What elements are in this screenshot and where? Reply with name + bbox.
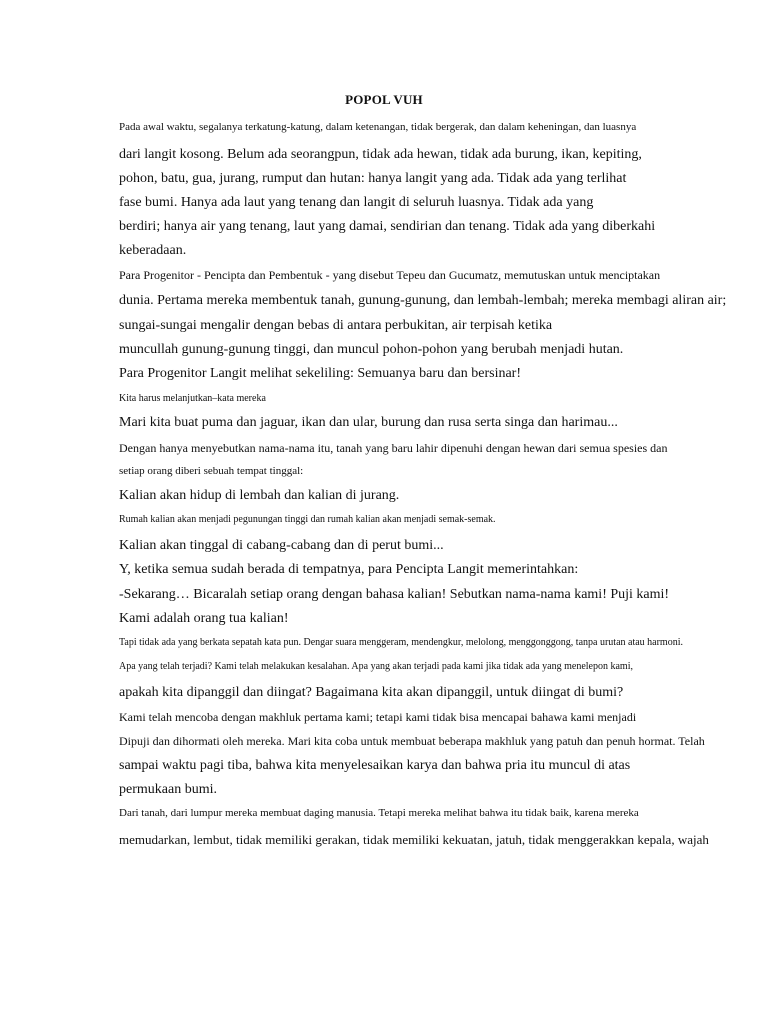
text-line: setiap orang diberi sebuah tempat tinggal:: [119, 465, 304, 477]
text-line: Kalian akan tinggal di cabang-cabang dan di perut bumi...: [119, 538, 444, 553]
text-line: apakah kita dipanggil dan diingat? Bagaimana kita akan dipanggil, untuk diingat di bumi?: [119, 685, 624, 700]
text-line: Kalian akan hidup di lembah dan kalian di jurang.: [119, 488, 400, 503]
text-line: sampai waktu pagi tiba, bahwa kita menyelesaikan karya dan bahwa pria itu muncul di atas: [119, 758, 631, 773]
text-line: Tapi tidak ada yang berkata sepatah kata pun. Dengar suara menggeram, mendengkur, melolong, menggonggong, tanpa urutan atau harmoni.: [119, 637, 683, 648]
text-line: Apa yang telah terjadi? Kami telah melakukan kesalahan. Apa yang akan terjadi pada kami jika tidak ada yang menelepon kami,: [119, 661, 633, 672]
text-line: Para Progenitor Langit melihat sekeliling: Semuanya baru dan bersinar!: [119, 366, 521, 381]
text-line: pohon, batu, gua, jurang, rumput dan hutan: hanya langit yang ada. Tidak ada yang terlihat: [119, 171, 627, 186]
text-line: keberadaan.: [119, 243, 187, 258]
text-line: permukaan bumi.: [119, 782, 217, 797]
text-line: Kami telah mencoba dengan makhluk pertama kami; tetapi kami tidak bisa mencapai bahawa kami menjadi: [119, 710, 637, 724]
text-line: Mari kita buat puma dan jaguar, ikan dan ular, burung dan rusa serta singa dan harimau...: [119, 415, 618, 430]
text-line: memudarkan, lembut, tidak memiliki gerakan, tidak memiliki kekuatan, jatuh, tidak menggerakkan kepala, wajah: [119, 832, 709, 847]
text-line: Para Progenitor - Pencipta dan Pembentuk - yang disebut Tepeu dan Gucumatz, memutuskan untuk menciptakan: [119, 268, 661, 282]
text-line: muncullah gunung-gunung tinggi, dan muncul pohon-pohon yang berubah menjadi hutan.: [119, 342, 624, 357]
text-line: Dipuji dan dihormati oleh mereka. Mari kita coba untuk membuat beberapa makhluk yang patuh dan penuh hormat. Telah: [119, 734, 705, 748]
text-line: berdiri; hanya air yang tenang, laut yang damai, sendirian dan tenang. Tidak ada yang diberkahi: [119, 219, 656, 234]
text-line: dunia. Pertama mereka membentuk tanah, gunung-gunung, dan lembah-lembah; mereka membagi aliran air;: [119, 293, 727, 308]
text-line: sungai-sungai mengalir dengan bebas di antara perbukitan, air terpisah ketika: [119, 318, 553, 333]
text-line: Pada awal waktu, segalanya terkatung-katung, dalam ketenangan, tidak bergerak, dan dalam keheningan, dan luasnya: [119, 121, 637, 133]
text-line: Rumah kalian akan menjadi pegunungan tinggi dan rumah kalian akan menjadi semak-semak.: [119, 514, 496, 525]
text-line: Kita harus melanjutkan–kata mereka: [119, 393, 266, 404]
text-line: dari langit kosong. Belum ada seorangpun, tidak ada hewan, tidak ada burung, ikan, kepiting,: [119, 147, 642, 162]
document-title: POPOL VUH: [345, 92, 423, 107]
text-line: Y, ketika semua sudah berada di tempatnya, para Pencipta Langit memerintahkan:: [119, 562, 579, 577]
text-line: Kami adalah orang tua kalian!: [119, 611, 289, 626]
text-line: Dengan hanya menyebutkan nama-nama itu, tanah yang baru lahir dipenuhi dengan hewan dari semua spesies dan: [119, 441, 668, 455]
text-line: fase bumi. Hanya ada laut yang tenang dan langit di seluruh luasnya. Tidak ada yang: [119, 195, 594, 210]
text-line: Dari tanah, dari lumpur mereka membuat daging manusia. Tetapi mereka melihat bahwa itu tidak baik, karena mereka: [119, 807, 639, 819]
text-line: -Sekarang… Bicaralah setiap orang dengan bahasa kalian! Sebutkan nama-nama kami! Puji kami!: [119, 587, 670, 602]
